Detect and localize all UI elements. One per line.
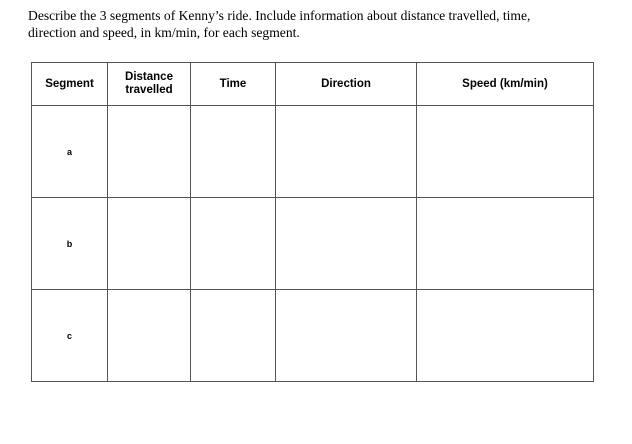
- header-segment: Segment: [32, 63, 108, 106]
- instructions-line-1: Describe the 3 segments of Kenny’s ride. Include information about distance travelled, time,: [28, 8, 531, 23]
- table-row: [32, 106, 594, 198]
- table-row: [32, 290, 594, 382]
- time-cell-b[interactable]: [191, 198, 276, 290]
- speed-cell-a[interactable]: [417, 106, 594, 198]
- instructions-line-2: direction and speed, in km/min, for each segment.: [28, 24, 300, 40]
- distance-cell-b[interactable]: [108, 198, 191, 290]
- time-cell-a[interactable]: [191, 106, 276, 198]
- header-direction: Direction: [276, 63, 417, 106]
- header-distance-travelled-label: Distance travelled: [125, 71, 173, 96]
- segment-label-b: b: [32, 198, 108, 290]
- direction-cell-a[interactable]: [276, 106, 417, 198]
- speed-cell-b[interactable]: [417, 198, 594, 290]
- segments-table: [31, 62, 594, 382]
- segment-label-c: c: [32, 290, 108, 382]
- table-row: [32, 198, 594, 290]
- header-distance-travelled: [108, 63, 191, 106]
- distance-cell-c[interactable]: [108, 290, 191, 382]
- distance-cell-a[interactable]: [108, 106, 191, 198]
- direction-cell-b[interactable]: [276, 198, 417, 290]
- header-speed: Speed (km/min): [417, 63, 594, 106]
- direction-cell-c[interactable]: [276, 290, 417, 382]
- time-cell-c[interactable]: [191, 290, 276, 382]
- instructions-text: [28, 8, 598, 41]
- table-header-row: [32, 63, 594, 106]
- header-time: Time: [191, 63, 276, 106]
- segment-label-a: a: [32, 106, 108, 198]
- speed-cell-c[interactable]: [417, 290, 594, 382]
